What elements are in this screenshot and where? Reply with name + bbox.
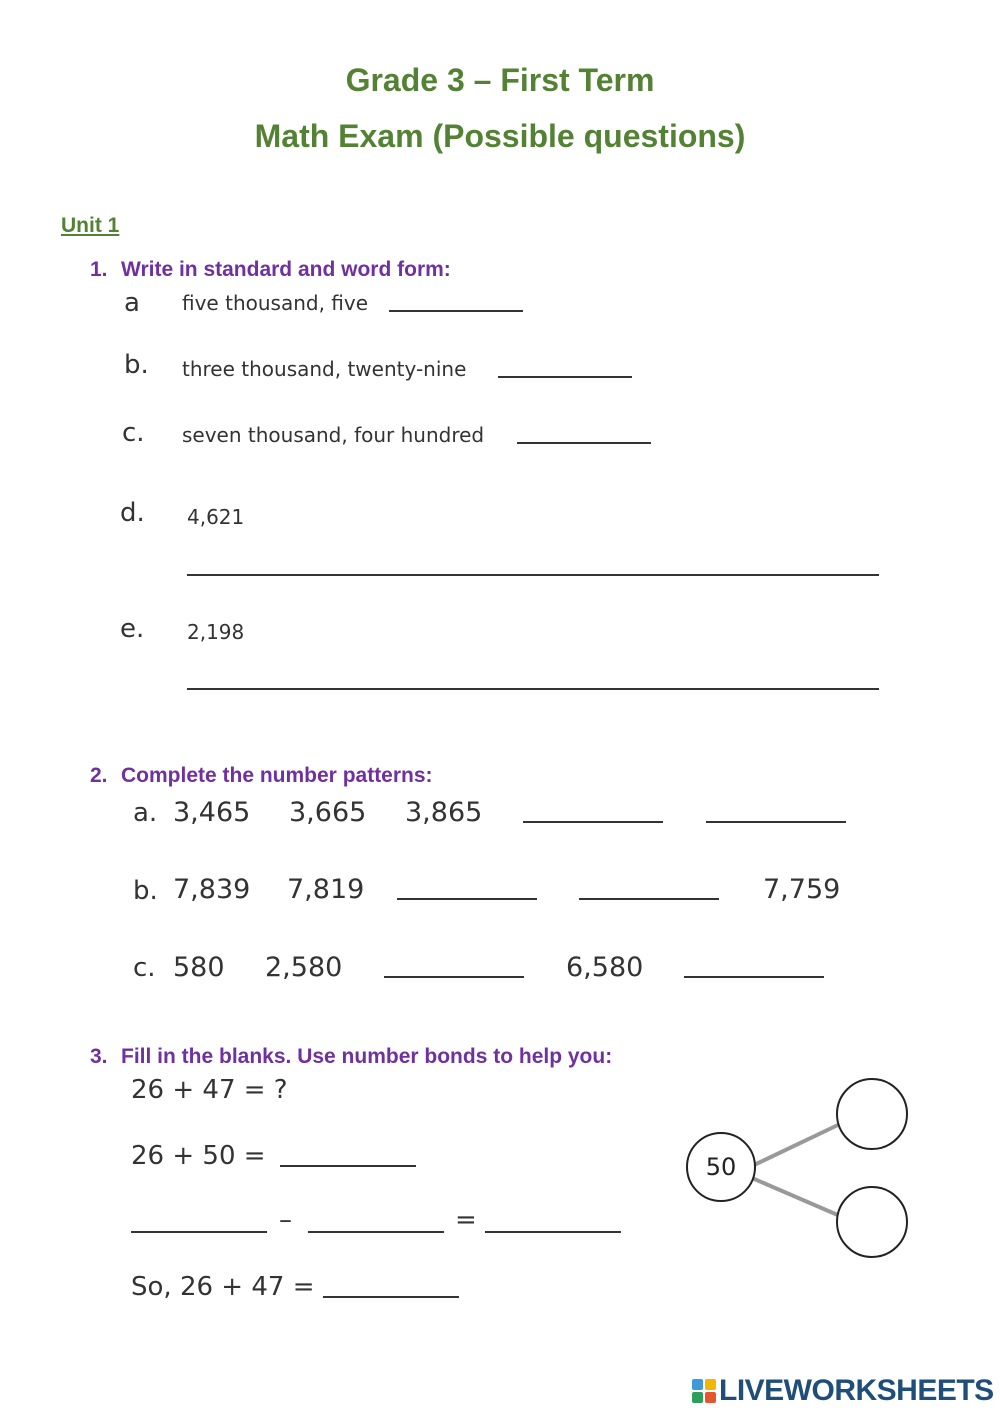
logo-mark-icon [692,1379,716,1403]
item-text: seven thousand, four hundred [182,423,485,447]
question-prompt: Write in standard and word form: [121,258,451,281]
pattern-letter: a. [133,798,158,828]
q1a-answer-input[interactable] [389,286,523,312]
question-2-heading [90,764,433,788]
bond-part-bottom-input[interactable] [836,1186,908,1258]
liveworksheets-logo [692,1373,994,1409]
pattern-letter: b. [133,876,158,906]
pattern-value: 6,580 [566,952,644,983]
q2a-blank-2-input[interactable] [706,797,846,823]
q1b-answer-input[interactable] [498,352,632,378]
equation-line-4: So, 26 + 47 = [131,1272,315,1302]
q3-minuend-input[interactable] [131,1207,267,1233]
pattern-value: 7,839 [173,874,251,905]
unit-heading: Unit 1 [61,214,120,237]
question-prompt: Complete the number patterns: [121,764,433,787]
pattern-value: 3,665 [289,797,367,828]
q1c-answer-input[interactable] [517,418,651,444]
item-text: three thousand, twenty-nine [182,357,467,381]
bond-line-top [752,1124,840,1166]
q1e-answer-input[interactable] [187,664,879,690]
item-letter: d. [120,498,145,528]
q2a-blank-1-input[interactable] [523,797,663,823]
q3-subtrahend-input[interactable] [308,1207,444,1233]
pattern-value: 7,819 [287,874,365,905]
question-prompt: Fill in the blanks. Use number bonds to help you: [121,1045,613,1068]
bond-whole-circle: 50 [686,1132,756,1202]
pattern-value: 7,759 [763,874,841,905]
item-letter: c. [122,418,145,448]
bond-line-bottom [752,1178,840,1216]
item-letter: b. [124,350,149,380]
item-text: five thousand, five [182,291,369,315]
question-3-heading [90,1045,612,1069]
question-number: 1. [90,258,108,281]
q2c-blank-1-input[interactable] [384,952,524,978]
q3-difference-input[interactable] [485,1207,621,1233]
q1d-answer-input[interactable] [187,550,879,576]
q2b-blank-2-input[interactable] [579,874,719,900]
question-1-heading [90,258,451,282]
equals-sign: = [455,1205,477,1235]
bond-part-top-input[interactable] [836,1078,908,1150]
item-letter: e. [120,614,145,644]
pattern-value: 580 [173,952,225,983]
page-title: Grade 3 – First Term [345,62,655,98]
equation-line-1: 26 + 47 = ? [131,1075,288,1105]
question-number: 3. [90,1045,108,1068]
q2c-blank-2-input[interactable] [684,952,824,978]
minus-sign: – [279,1205,292,1235]
page-subtitle: Math Exam (Possible questions) [254,118,746,154]
pattern-value: 3,865 [405,797,483,828]
pattern-letter: c. [133,953,156,983]
item-text: 4,621 [187,505,245,529]
item-text: 2,198 [187,620,245,644]
brand-name: LIVEWORKSHEETS [719,1374,994,1407]
q2b-blank-1-input[interactable] [397,874,537,900]
pattern-value: 3,465 [173,797,251,828]
item-letter: a [124,288,140,318]
q3-sum-input[interactable] [280,1141,416,1167]
pattern-value: 2,580 [265,952,343,983]
equation-line-2: 26 + 50 = [131,1141,266,1171]
q3-result-input[interactable] [323,1272,459,1298]
question-number: 2. [90,764,108,787]
